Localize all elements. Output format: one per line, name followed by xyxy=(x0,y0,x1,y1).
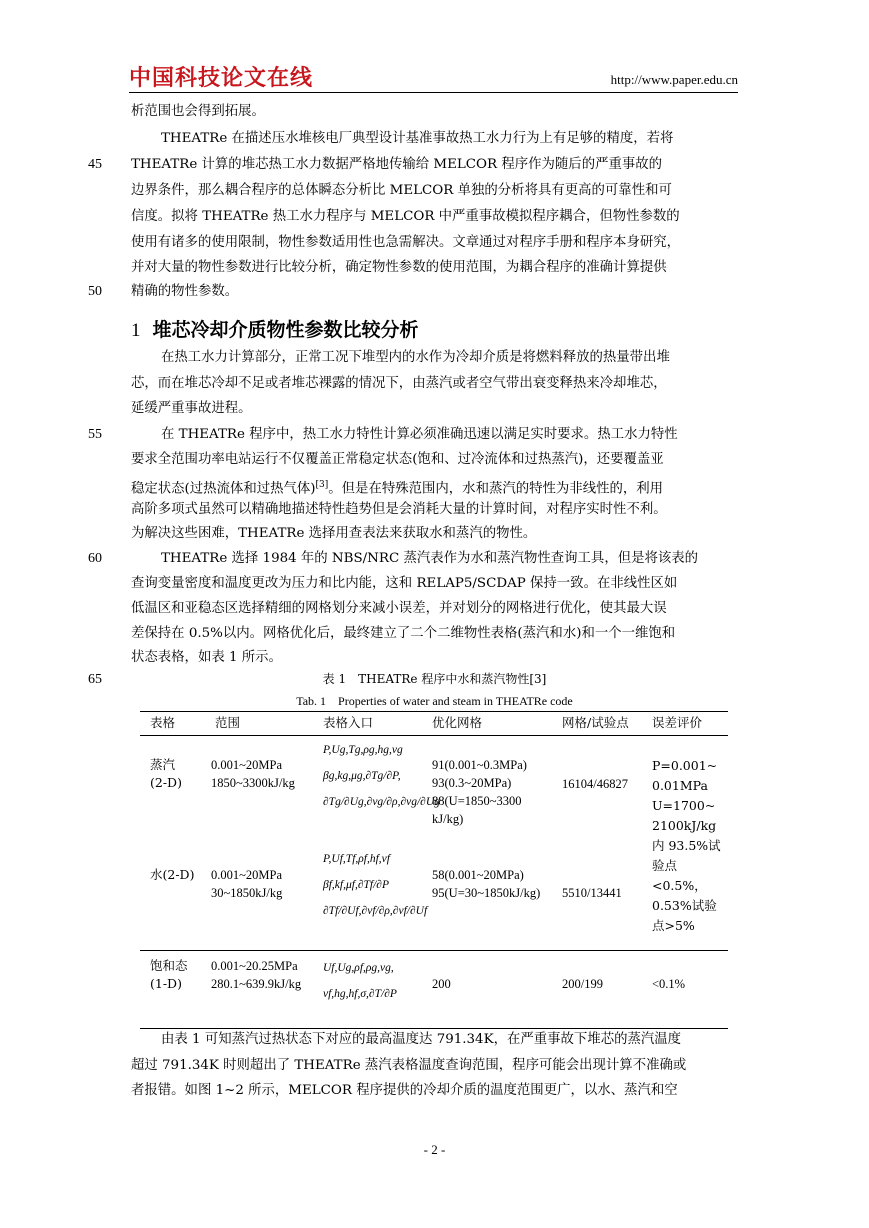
text-line: 析范围也会得到拓展。 xyxy=(131,104,265,119)
table-header-cell: 表格入口 xyxy=(323,715,374,730)
table-cell: Uf,Ug,ρf,ρg,vg, vf,hg,hf,σ,∂T/∂P xyxy=(323,962,397,1000)
text-line: 高阶多项式虽然可以精确地描述特性趋势但是会消耗大量的计算时间，对程序实时性不利。 xyxy=(131,502,667,517)
table-cell: 200 xyxy=(432,977,451,991)
text-line: 信度。拟将 THEATRe 热工水力程序与 MELCOR 中严重事故模拟程序耦合，但物性参数的 xyxy=(131,209,680,224)
table-cell: <0.1% xyxy=(652,977,686,991)
table-bottom-rule xyxy=(140,1028,728,1029)
journal-logo xyxy=(129,61,313,92)
text-line: 差保持在 0.5%以内。网格优化后，最终建立了二个二维物性表格(蒸汽和水)和一个一维饱和 xyxy=(131,626,676,641)
text-segment: 稳定状态(过热流体和过热气体) xyxy=(131,481,316,497)
text-line: 状态表格，如表 1 所示。 xyxy=(131,650,282,665)
text-line: 要求全范围功率电站运行不仅覆盖正常稳定状态(饱和、过冷流体和过热蒸汽)，还要覆盖亚 xyxy=(131,452,664,467)
text-line: 并对大量的物性参数进行比较分析，确定物性参数的使用范围，为耦合程序的准确计算提供 xyxy=(131,260,667,275)
section-heading xyxy=(131,315,419,342)
text-segment: 。但是在特殊范围内，水和蒸汽的特性为非线性的，利用 xyxy=(328,481,664,497)
table-cell: 蒸汽 (2-D) xyxy=(150,757,182,790)
text-line: 为解决这些困难，THEATRe 选择用查表法来获取水和蒸汽的物性。 xyxy=(131,526,537,541)
text-line: 低温区和亚稳态区选择精细的网格划分来减小误差，并对划分的网格进行优化，使其最大误 xyxy=(131,601,667,616)
table-cell: 饱和态 (1-D) xyxy=(150,958,188,991)
line-number: 50 xyxy=(88,284,102,299)
section-number: 1 xyxy=(131,320,141,341)
table-header-cell: 范围 xyxy=(215,715,241,730)
table-header-cell: 网格/试验点 xyxy=(562,715,629,730)
text-line: 边界条件，那么耦合程序的总体瞬态分析比 MELCOR 单独的分析将具有更高的可靠性和可 xyxy=(131,183,672,198)
line-number: 45 xyxy=(88,157,102,172)
line-number: 65 xyxy=(88,672,102,687)
table-caption-cn: 表 1 THEATRe 程序中水和蒸汽物性[3] xyxy=(322,672,547,686)
section-title: 堆芯冷却介质物性参数比较分析 xyxy=(152,319,419,341)
logo-text: 科技论文在线 xyxy=(175,66,314,91)
table-cell: 0.001~20.25MPa 280.1~639.9kJ/kg xyxy=(211,959,302,991)
table-header-cell: 表格 xyxy=(150,715,176,730)
text-line: 在 THEATRe 程序中，热工水力特性计算必须准确迅速以满足实时要求。热工水力特性 xyxy=(161,427,678,442)
text-line: 由表 1 可知蒸汽过热状态下对应的最高温度达 791.34K，在严重事故下堆芯的蒸汽温度 xyxy=(161,1032,682,1047)
table-cell: 5510/13441 xyxy=(562,886,622,900)
text-line: 精确的物性参数。 xyxy=(131,284,239,299)
header-rule xyxy=(129,92,738,93)
text-line: THEATRe 计算的堆芯热工水力数据严格地传输给 MELCOR 程序作为随后的严重事故的 xyxy=(131,157,663,172)
logo-red-text: 中国 xyxy=(129,66,176,91)
header-url[interactable]: http://www.paper.edu.cn xyxy=(610,72,738,87)
table-caption-en: Tab. 1 Properties of water and steam in THEATRe code xyxy=(296,694,573,708)
citation: [3] xyxy=(315,480,329,490)
text-line: 查询变量密度和温度更改为压力和比内能，这和 RELAP5/SCDAP 保持一致。在非线性区如 xyxy=(131,576,678,591)
table-cell: P,Ug,Tg,ρg,hg,vg βg,kg,μg,∂Tg/∂P, ∂Tg/∂Ug,∂vg/∂ρ,∂vg/∂Ug xyxy=(323,744,440,808)
table-cell-error: P=0.001~ 0.01MPa U=1700~ 2100kJ/kg 内 93.5%试 验点 <0.5%， 0.53%试验 点>5% xyxy=(652,758,721,933)
text-line: 者报错。如图 1~2 所示，MELCOR 程序提供的冷却介质的温度范围更广，以水、蒸汽和空 xyxy=(131,1083,678,1098)
table-cell: 水(2-D) xyxy=(150,867,195,882)
text-line: 延缓严重事故进程。 xyxy=(131,401,252,416)
text-line: 芯，而在堆芯冷却不足或者堆芯裸露的情况下，由蒸汽或者空气带出衰变释热来冷却堆芯， xyxy=(131,376,667,391)
table-cell: 91(0.001~0.3MPa) 93(0.3~20MPa) 88(U=1850~3300 kJ/kg) xyxy=(432,758,527,826)
table-cell: 16104/46827 xyxy=(562,777,628,791)
text-line: THEATRe 选择 1984 年的 NBS/NRC 蒸汽表作为水和蒸汽物性查询工具，但是将该表的 xyxy=(161,551,699,566)
line-number: 55 xyxy=(88,427,102,442)
text-line: 超过 791.34K 时则超出了 THEATRe 蒸汽表格温度查询范围，程序可能会出现计算不准确或 xyxy=(131,1058,687,1073)
page-number: - 2 - xyxy=(423,1142,446,1157)
text-line: 使用有诸多的使用限制，物性参数适用性也急需解决。文章通过对程序手册和程序本身研究， xyxy=(131,235,681,250)
table-cell: 0.001~20MPa 1850~3300kJ/kg xyxy=(211,758,295,790)
text-line: THEATRe 在描述压水堆核电厂典型设计基准事故热工水力行为上有足够的精度，若将 xyxy=(161,131,674,146)
line-number: 60 xyxy=(88,551,102,566)
table-cell: P,Uf,Tf,ρf,hf,vf βf,kf,μf,∂Tf/∂P ∂Tf/∂Uf,∂vf/∂ρ,∂vf/∂Uf xyxy=(323,853,428,917)
table-cell: 0.001~20MPa 30~1850kJ/kg xyxy=(211,868,283,900)
table-cell: 58(0.001~20MPa) 95(U=30~1850kJ/kg) xyxy=(432,868,541,900)
text-line xyxy=(131,477,738,497)
table-header-rule xyxy=(140,735,728,736)
text-line: 在热工水力计算部分，正常工况下堆型内的水作为冷却介质是将燃料释放的热量带出堆 xyxy=(161,350,670,365)
table-row-rule xyxy=(140,950,728,951)
table-cell: 200/199 xyxy=(562,977,603,991)
table-header-cell: 误差评价 xyxy=(652,715,703,730)
table-header-cell: 优化网格 xyxy=(432,715,483,730)
table-top-rule xyxy=(140,711,728,712)
